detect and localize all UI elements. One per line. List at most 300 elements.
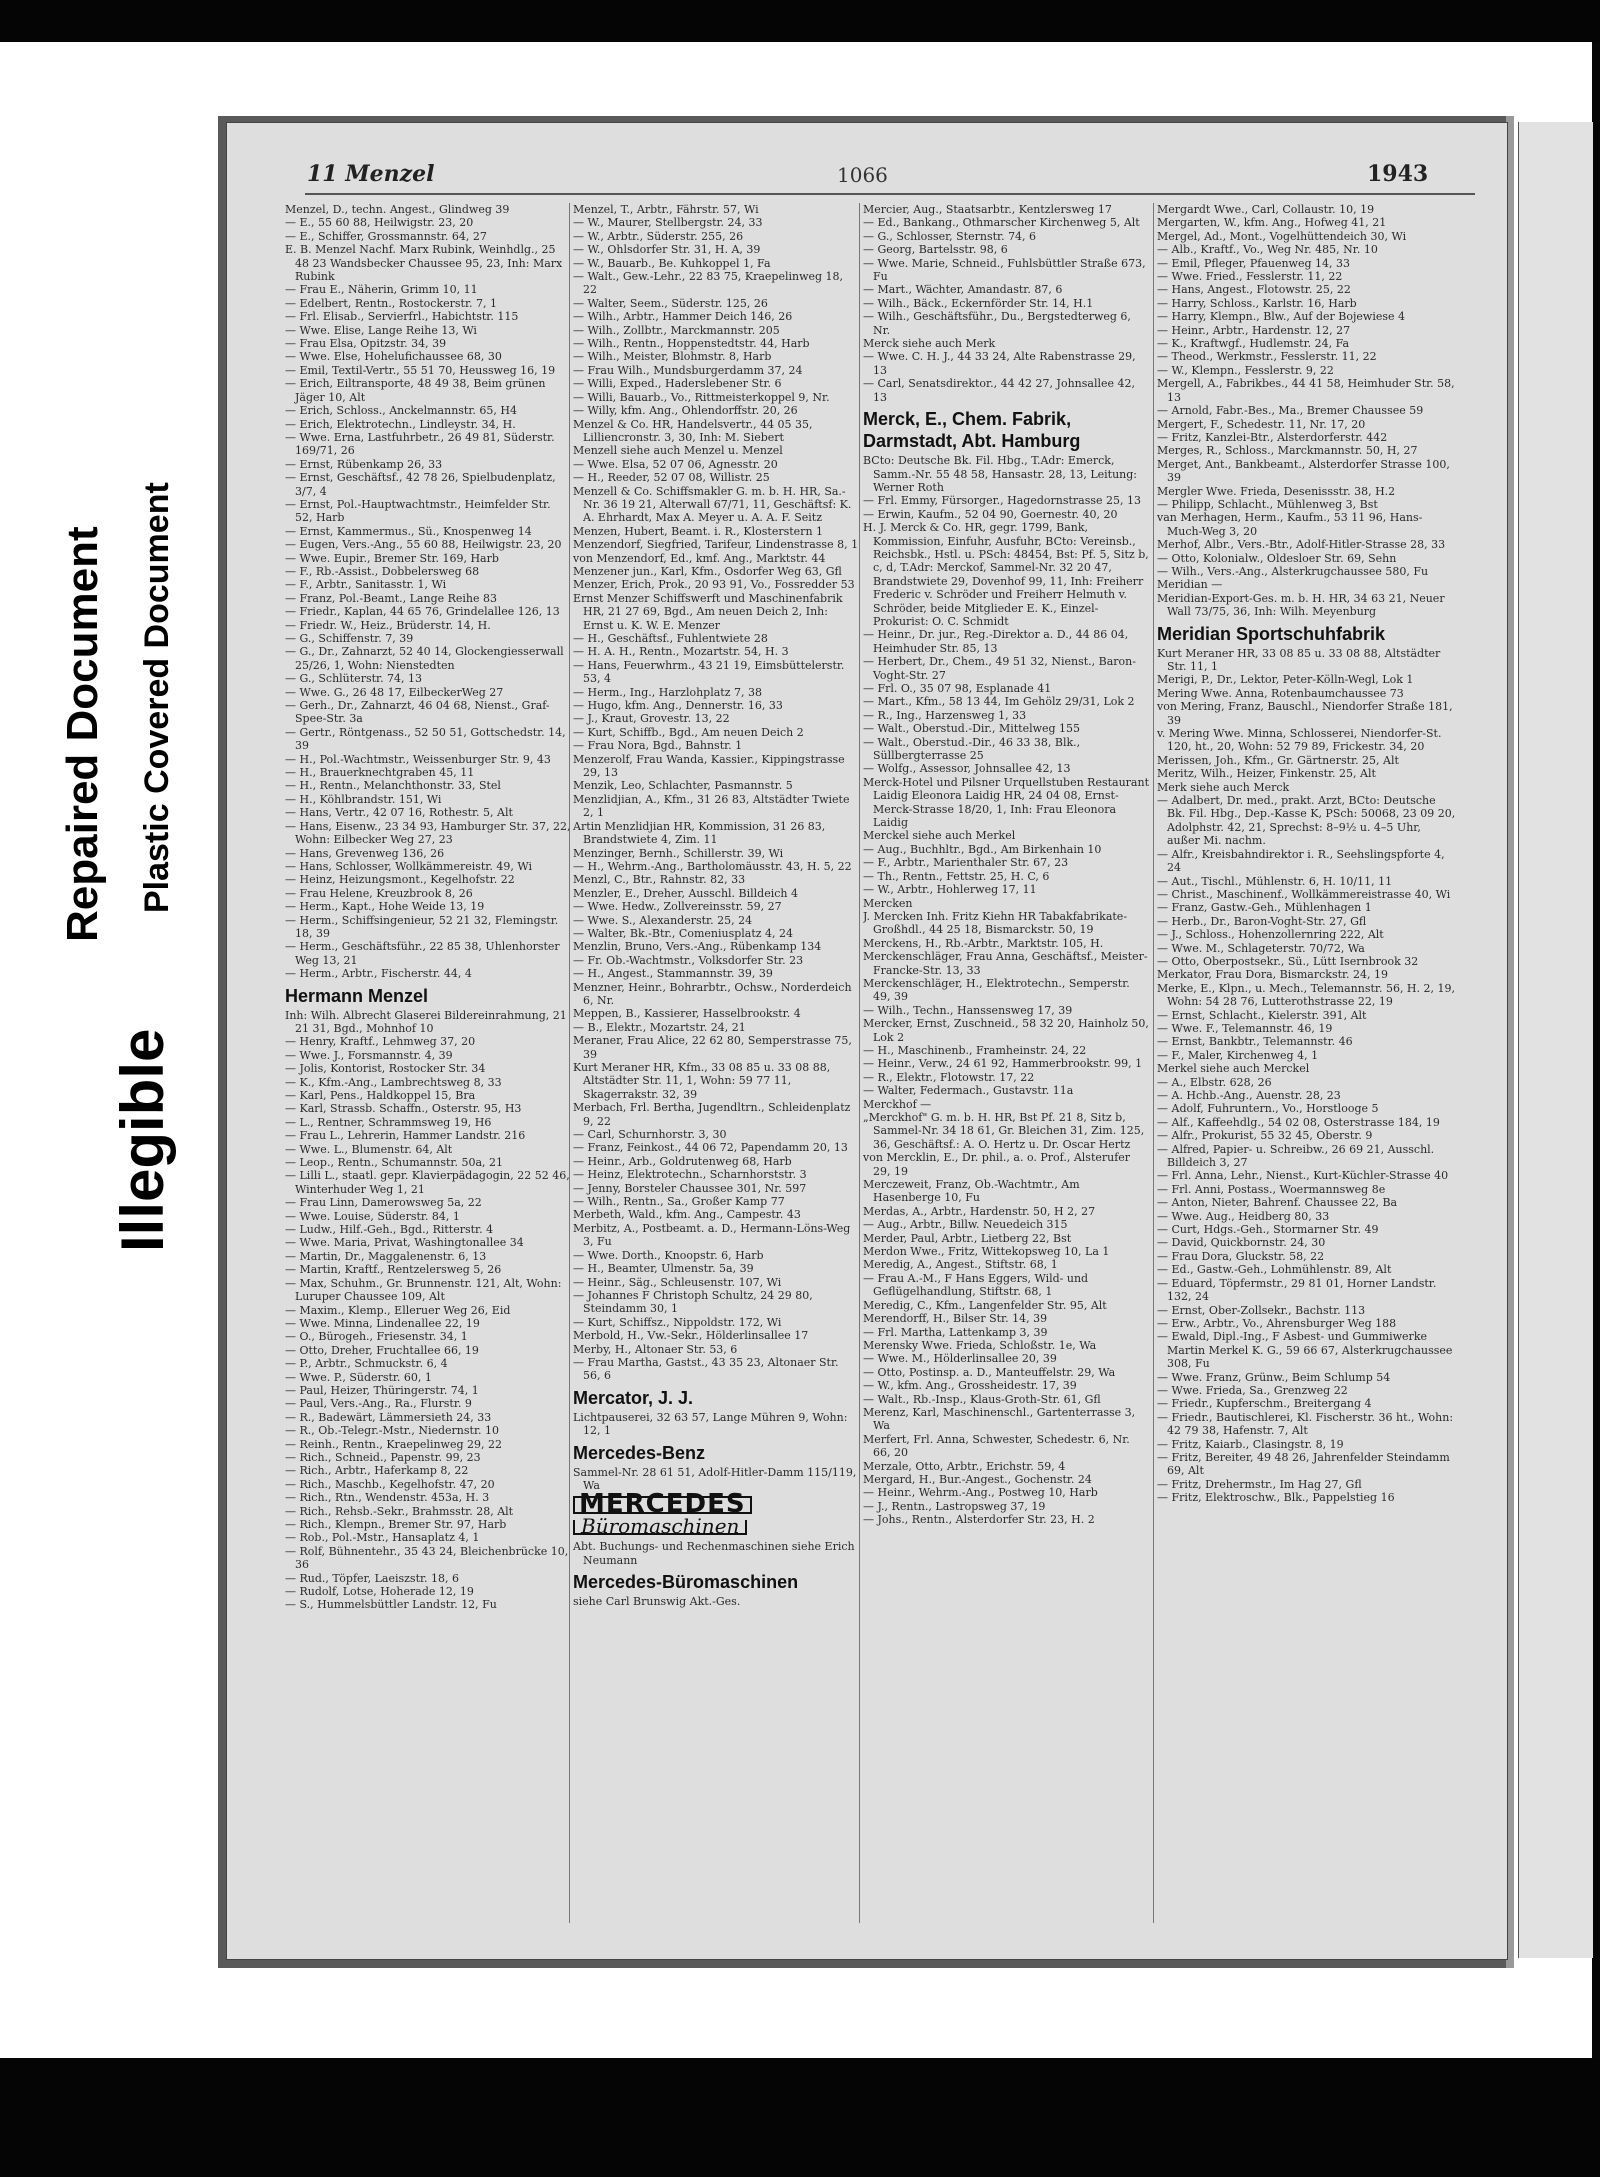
directory-entry: — Fritz, Kaiarb., Clasingstr. 8, 19 (1157, 1437, 1344, 1451)
directory-entry: — Herm., Kapt., Hohe Weide 13, 19 (285, 900, 485, 914)
directory-entry: — Lilli L., staatl. gepr. Klavierpädagogin, 22 52 46, Winterhuder Weg 1, 21 (285, 1169, 570, 1196)
directory-entry: Merckenschläger, H., Elektrotechn., Semperstr. 49, 39 (863, 976, 1130, 1004)
directory-entry: Merdas, A., Arbtr., Hardenstr. 50, H 2, 27 (863, 1204, 1096, 1218)
directory-entry: — Karl, Pens., Haldkoppel 15, Bra (285, 1089, 476, 1102)
directory-entry: — Eugen, Vers.-Ang., 55 60 88, Heilwigstr. 23, 20 (285, 538, 562, 552)
directory-entry: — Georg, Bartelsstr. 98, 6 (863, 243, 1008, 257)
directory-entry: Meppen, B., Kassierer, Hasselbrookstr. 4 (573, 1007, 801, 1021)
directory-entry: — Otto, Dreher, Fruchtallee 66, 19 (285, 1343, 479, 1357)
directory-entry: — Mart., Kfm., 58 13 44, Im Gehölz 29/31, Lok 2 (863, 695, 1135, 709)
directory-entry: — Wwe. C. H. J., 44 33 24, Alte Rabenstrasse 29, 13 (863, 350, 1136, 377)
directory-entry: — Herb., Dr., Baron-Voght-Str. 27, Gfl (1157, 914, 1367, 928)
directory-entry: — Fritz, Kanzlei-Btr., Alsterdorferstr. 442 (1157, 430, 1388, 444)
directory-entry: J. Mercken Inh. Fritz Kiehn HR Tabakfabrikate-Großhdl., 44 25 18, Bismarckstr. 50, 19 (863, 909, 1128, 937)
column-divider (1153, 203, 1154, 1923)
directory-entry: — Hans, Eisenw., 23 34 93, Hamburger Str. 37, 22, Wohn: Eilbecker Weg 27, 23 (285, 819, 571, 847)
directory-entry: — Wolfg., Assessor, Johnsallee 42, 13 (863, 762, 1071, 776)
directory-entry: — Emil, Textil-Vertr., 55 51 70, Heussweg 16, 19 (285, 363, 556, 377)
directory-entry: — Wilh., Geschäftsführ., Du., Bergstedterweg 6, Nr. (863, 310, 1131, 337)
directory-entry: Merckel siehe auch Merkel (863, 829, 1016, 843)
directory-entry: — Edelbert, Rentn., Rostockerstr. 7, 1 (285, 296, 497, 310)
directory-entry: — Wilh., Meister, Blohmstr. 8, Harb (573, 350, 772, 364)
directory-entry: — Ernst, Bankbtr., Telemannstr. 46 (1157, 1035, 1353, 1049)
directory-entry: — A., Elbstr. 628, 26 (1157, 1075, 1272, 1089)
directory-entry: — H. A. H., Rentn., Mozartstr. 54, H. 3 (573, 645, 789, 659)
directory-entry: — K., Kfm.-Ang., Lambrechtsweg 8, 33 (285, 1075, 502, 1089)
directory-entry: Merke, E., Klpn., u. Mech., Telemannstr. 56, H. 2, 19, Wohn: 54 28 76, Lutterothstrasse 22, 19 (1157, 981, 1456, 1009)
directory-entry: — E., Schiffer, Grossmannstr. 64, 27 (285, 229, 487, 243)
directory-entry: — Karl, Strassb. Schaffn., Osterstr. 95, H3 (285, 1102, 522, 1116)
directory-entry: — Hans, Vertr., 42 07 16, Rothestr. 5, Alt (285, 806, 513, 820)
directory-entry: — Fritz, Drehermstr., Im Hag 27, Gfl (1157, 1477, 1362, 1491)
directory-entry: v. Mering Wwe. Minna, Schlosserei, Niendorfer-St. 120, ht., 20, Wohn: 52 79 89, Frickestr. 34, 20 (1157, 727, 1442, 754)
directory-entry: — Ernst, Pol.-Hauptwachtmstr., Heimfelder Str. 52, Harb (285, 497, 551, 525)
directory-entry: — Leop., Rentn., Schumannstr. 50a, 21 (285, 1156, 504, 1170)
directory-entry: — H., Beamter, Ulmenstr. 5a, 39 (573, 1262, 754, 1276)
directory-entry: — Martin, Kraftf., Rentzelersweg 5, 26 (285, 1263, 502, 1277)
directory-entry: Menzner, Heinr., Bohrarbtr., Ochsw., Norderdeich 6, Nr. (573, 980, 852, 1007)
directory-entry: Menzell siehe auch Menzel u. Menzel (573, 444, 783, 458)
directory-entry: — Mart., Wächter, Amandastr. 87, 6 (863, 283, 1063, 297)
directory-entry: Menzel & Co. HR, Handelsvertr., 44 05 35, Lilliencronstr. 3, 30, Inh: M. Siebert (573, 417, 813, 444)
directory-entry: Menzel, T., Arbtr., Fährstr. 57, Wi (573, 203, 759, 216)
directory-entry: — Carl, Senatsdirektor., 44 42 27, Johnsallee 42, 13 (863, 377, 1135, 404)
directory-entry: Merigi, P., Dr., Lektor, Peter-Kölln-Wegl, Lok 1 (1157, 673, 1414, 687)
directory-entry: Merenz, Karl, Maschinenschl., Gartenterrasse 3, Wa (863, 1405, 1136, 1433)
directory-entry: — Henry, Kraftf., Lehmweg 37, 20 (285, 1035, 476, 1049)
directory-entry: — Ernst, Ober-Zollsekr., Bachstr. 113 (1157, 1303, 1366, 1317)
directory-entry: Merdon Wwe., Fritz, Wittekopsweg 10, La 1 (863, 1245, 1110, 1259)
directory-entry: — Rich., Rtn., Wendenstr. 453a, H. 3 (285, 1491, 490, 1505)
directory-entry: — Walt., Rb.-Insp., Klaus-Groth-Str. 61, Gfl (863, 1392, 1101, 1406)
year-label: 1943 (1367, 161, 1429, 187)
directory-entry: — Herm., Schiffsingenieur, 52 21 32, Flemingstr. 18, 39 (285, 913, 559, 940)
directory-entry: Menzer, Erich, Prok., 20 93 91, Vo., Fossredder 53 (573, 578, 855, 592)
directory-entry: — Friedr., Bautischlerei, Kl. Fischerstr. 36 ht., Wohn: 42 79 38, Hafenstr. 7, Alt (1157, 1410, 1454, 1438)
directory-entry: — Aug., Buchhltr., Bgd., Am Birkenhain 10 (863, 842, 1102, 856)
directory-entry: — H., Rentn., Melanchthonstr. 33, Stel (285, 779, 501, 793)
directory-entry: — Hans, Grevenweg 136, 26 (285, 846, 445, 860)
directory-entry: — Wilh., Arbtr., Hammer Deich 146, 26 (573, 310, 793, 324)
directory-entry: — Franz, Gastw.-Geh., Mühlenhagen 1 (1157, 901, 1372, 915)
directory-entry: — Frau Elsa, Opitzstr. 34, 39 (285, 337, 447, 351)
directory-entry: — Eduard, Töpfermstr., 29 81 01, Horner Landstr. 132, 24 (1157, 1276, 1437, 1304)
directory-entry: — Erwin, Kaufm., 52 04 90, Goernestr. 40, 20 (863, 507, 1118, 521)
plastic-covered-label: Plastic Covered Document (138, 482, 176, 913)
directory-entry: Menzendorf, Siegfried, Tarifeur, Lindenstrasse 8, 1 (573, 538, 859, 552)
directory-entry: — Franz, Feinkost., 44 06 72, Papendamm 20, 13 (573, 1141, 848, 1155)
directory-entry: Menzinger, Bernh., Schillerstr. 39, Wi (573, 846, 784, 860)
directory-entry: Merckhof — (863, 1097, 932, 1111)
directory-entry: — G., Schiffenstr. 7, 39 (285, 632, 414, 645)
directory-entry: — Harry, Schloss., Karlstr. 16, Harb (1157, 296, 1357, 310)
directory-entry: — Herbert, Dr., Chem., 49 51 32, Nienst., Baron-Voght-Str. 27 (863, 655, 1136, 682)
directory-entry: Sammel-Nr. 28 61 51, Adolf-Hitler-Damm 115/119, Wa (573, 1465, 857, 1492)
directory-entry: von Menzendorf, Ed., kmf. Ang., Marktstr. 44 (573, 551, 826, 565)
directory-entry: — Johannes F Christoph Schultz, 24 29 80, Steindamm 30, 1 (573, 1288, 813, 1316)
page-number: 1066 (837, 163, 888, 187)
directory-entry: — L., Rentner, Schrammsweg 19, H6 (285, 1115, 492, 1129)
directory-entry: Merensky Wwe. Frieda, Schloßstr. 1e, Wa (863, 1338, 1097, 1352)
directory-entry: — Herm., Ing., Harzlohplatz 7, 38 (573, 685, 762, 699)
directory-entry: Lichtpauserei, 32 63 57, Lange Mühren 9, Wohn: 12, 1 (573, 1410, 848, 1438)
directory-entry: — Erw., Arbtr., Vo., Ahrensburger Weg 188 (1157, 1316, 1397, 1330)
directory-entry: — E., 55 60 88, Heilwigstr. 23, 20 (285, 216, 474, 230)
directory-entry: — W., Arbtr., Süderstr. 255, 26 (573, 229, 744, 243)
directory-entry: — Wwe. Elsa, 52 07 06, Agnesstr. 20 (573, 457, 778, 471)
directory-entry: — Otto, Kolonialw., Oldesloer Str. 69, Sehn (1157, 551, 1397, 565)
directory-entry: — Curt, Hdgs.-Geh., Stormarner Str. 49 (1157, 1223, 1379, 1237)
mercedes-logo: MERCEDES (573, 1496, 752, 1513)
directory-entry: Menzener jun., Karl, Kfm., Osdorfer Weg 63, Gfl (573, 564, 842, 578)
directory-entry: — H., Brauerknechtgraben 45, 11 (285, 766, 475, 780)
directory-entry: Merbitz, A., Postbeamt. a. D., Hermann-Löns-Weg 3, Fu (573, 1221, 851, 1249)
directory-entry: — Theod., Werkmstr., Fesslerstr. 11, 22 (1157, 350, 1377, 364)
directory-entry: — Rud., Töpfer, Laeiszstr. 18, 6 (285, 1571, 460, 1585)
directory-entry: Mergell, A., Fabrikbes., 44 41 58, Heimhuder Str. 58, 13 (1157, 377, 1455, 404)
directory-entry: — Hugo, kfm. Ang., Dennerstr. 16, 33 (573, 699, 783, 713)
directory-entry: — H., Geschäftsf., Fuhlentwiete 28 (573, 632, 768, 645)
directory-entry: — Otto, Postinsp. a. D., Manteuffelstr. 29, Wa (863, 1365, 1116, 1379)
directory-entry: — R., Badewärt, Lämmersieth 24, 33 (285, 1410, 492, 1424)
directory-entry: Inh: Wilh. Albrecht Glaserei Bildereinrahmung, 21 21 31, Bgd., Mohnhof 10 (285, 1008, 567, 1035)
directory-entry: Mercier, Aug., Staatsarbtr., Kentzlersweg 17 (863, 203, 1112, 216)
directory-entry: — Kurt, Schiffsz., Nippoldstr. 172, Wi (573, 1315, 782, 1329)
directory-entry: — Wwe. F., Telemannstr. 46, 19 (1157, 1021, 1333, 1035)
directory-entry: — Alfr., Prokurist, 55 32 45, Oberstr. 9 (1157, 1129, 1373, 1143)
directory-entry: Mergel, Ad., Mont., Vogelhüttendeich 30, Wi (1157, 229, 1407, 243)
directory-entry: — Arnold, Fabr.-Bes., Ma., Bremer Chaussee 59 (1157, 404, 1424, 418)
directory-entry: „Merckhof" G. m. b. H. HR, Bst Pf. 21 8, Sitz b, Sammel-Nr. 34 18 61, Gr. Bleichen 31, Zim. 125, 36, Geschäftsf.: A. O. Hertz u. Dr. Oscar Hertz (863, 1111, 1145, 1151)
directory-entry: — Ernst, Geschäftsf., 42 78 26, Spielbudenplatz, 3/7, 4 (285, 471, 556, 498)
directory-entry: Meredig, A., Angest., Stiftstr. 68, 1 (863, 1258, 1058, 1272)
directory-entry: Menzerolf, Frau Wanda, Kassier., Kippingstrasse 29, 13 (573, 752, 845, 780)
directory-entry: — Heinr., Dr. jur., Reg.-Direktor a. D., 44 86 04, Heimhuder Str. 85, 13 (863, 628, 1129, 655)
directory-entry: — Frl. O., 35 07 98, Esplanade 41 (863, 682, 1052, 695)
directory-entry: — Heinr., Verw., 24 61 92, Hammerbrookstr. 99, 1 (863, 1057, 1143, 1071)
directory-entry: — Alf., Kaffeehdlg., 54 02 08, Osterstrasse 184, 19 (1157, 1115, 1440, 1129)
directory-entry: — Heinr., Wehrm.-Ang., Postweg 10, Harb (863, 1486, 1098, 1500)
directory-entry: — Carl, Schurnhorstr. 3, 30 (573, 1128, 727, 1142)
directory-entry: — Rob., Pol.-Mstr., Hansaplatz 4, 1 (285, 1531, 480, 1545)
directory-entry: — Friedr., Kupferschm., Breitergang 4 (1157, 1397, 1372, 1411)
directory-entry: Merbeth, Wald., kfm. Ang., Campestr. 43 (573, 1208, 801, 1222)
directory-entry: — H., Reeder, 52 07 08, Willistr. 25 (573, 471, 770, 485)
directory-entry: Merkel siehe auch Merckel (1157, 1062, 1310, 1076)
directory-entry: von Mercklin, E., Dr. phil., a. o. Prof., Alsterufer 29, 19 (863, 1151, 1131, 1178)
directory-entry: — Walter, Bk.-Btr., Comeniusplatz 4, 24 (573, 926, 794, 940)
directory-entry: — Wwe. M., Schlageterstr. 70/72, Wa (1157, 941, 1365, 955)
directory-entry: — Frau Wilh., Mundsburgerdamm 37, 24 (573, 363, 803, 377)
directory-entry: — Aut., Tischl., Mühlenstr. 6, H. 10/11, 11 (1157, 874, 1393, 888)
directory-entry: — Otto, Oberpostsekr., Sü., Lütt Isernbrook 32 (1157, 954, 1419, 968)
directory-entry: Mercker, Ernst, Zuschneid., 58 32 20, Hainholz 50, Lok 2 (863, 1017, 1149, 1044)
directory-entry: — J., Rentn., Lastropsweg 37, 19 (863, 1499, 1046, 1513)
directory-entry: — G., Schlüterstr. 74, 13 (285, 672, 423, 686)
directory-entry: — F., Rb.-Assist., Dobbelersweg 68 (285, 564, 480, 578)
directory-entry: — Emil, Pfleger, Pfauenweg 14, 33 (1157, 256, 1350, 270)
directory-entry: Merck-Hotel und Pilsner Urquellstuben Restaurant Laidig Eleonora Laidig HR, 24 04 08, Ernst-Merck-Strasse 18/20, 1, Inh: Frau Eleonora Laidig (863, 775, 1149, 830)
directory-entry: — Wwe. Elise, Lange Reihe 13, Wi (285, 323, 477, 337)
directory-entry: — Erich, Eiltransporte, 48 49 38, Beim grünen Jäger 10, Alt (285, 377, 546, 404)
directory-entry: — Hans, Feuerwhrm., 43 21 19, Eimsbüttelerstr. 53, 4 (573, 658, 845, 686)
directory-entry: Menzler, E., Dreher, Ausschl. Billdeich 4 (573, 886, 798, 900)
scan-border-bottom (0, 2058, 1600, 2177)
directory-entry: — Herm., Geschäftsführ., 22 85 38, Uhlenhorster Weg 13, 21 (285, 940, 560, 967)
directory-entry: — Gerh., Dr., Zahnarzt, 46 04 68, Nienst., Graf-Spee-Str. 3a (285, 699, 550, 726)
directory-entry: — Fritz, Bereiter, 49 48 26, Jahrenfelder Steindamm 69, Alt (1157, 1450, 1450, 1478)
directory-entry: — Heinz, Heizungsmont., Kegelhofstr. 22 (285, 873, 515, 887)
directory-entry: — Friedr., Kaplan, 44 65 76, Grindelallee 126, 13 (285, 605, 560, 619)
directory-entry: — Ernst, Rübenkamp 26, 33 (285, 457, 443, 471)
directory-entry: Merges, R., Schloss., Marckmannstr. 50, H, 27 (1157, 444, 1418, 458)
directory-entry: — Rudolf, Lotse, Hoherade 12, 19 (285, 1585, 474, 1599)
directory-entry: — Wwe. Else, Hohelufichaussee 68, 30 (285, 350, 502, 364)
directory-entry: — Ernst, Schlacht., Kielerstr. 391, Alt (1157, 1008, 1367, 1022)
directory-entry: — Wilh., Vers.-Ang., Alsterkrugchaussee 580, Fu (1157, 564, 1429, 578)
directory-entry: — Adalbert, Dr. med., prakt. Arzt, BCto: Deutsche Bk. Fil. Hbg., Dep.-Kasse K, PSch: 50068, 23 09 20, Adolphstr. 42, 21, Sprechst: 8–9½ u. 4–5 Uhr, außer Mi. nachm. (1157, 794, 1456, 848)
directory-entry: — Wwe. Hedw., Zollvereinsstr. 59, 27 (573, 900, 782, 914)
directory-entry: — Wilh., Bäck., Eckernförder Str. 14, H.1 (863, 296, 1094, 310)
directory-entry: — Willy, kfm. Ang., Ohlendorffstr. 20, 26 (573, 404, 798, 418)
directory-column-4 (1157, 203, 1457, 1923)
directory-entry: — David, Quickbornstr. 24, 30 (1157, 1236, 1326, 1250)
directory-entry: — Frl. Anni, Postass., Woermannsweg 8e (1157, 1182, 1386, 1196)
directory-entry: Meridian-Export-Ges. m. b. H. HR, 34 63 21, Neuer Wall 73/75, 36, Inh: Wilh. Meyenburg (1157, 591, 1445, 619)
directory-entry: — Walt., Oberstud.-Dir., Mittelweg 155 (863, 722, 1081, 736)
directory-entry: Kurt Meraner HR, Kfm., 33 08 85 u. 33 08 88, Altstädter Str. 11, 1, Wohn: 59 77 11, Skagerrakstr. 32, 39 (573, 1061, 831, 1101)
directory-entry: Mercken (863, 896, 913, 910)
directory-entry: — Wwe. Marie, Schneid., Fuhlsbüttler Straße 673, Fu (863, 256, 1146, 284)
directory-heading: Hermann Menzel (285, 985, 429, 1006)
column-divider (859, 203, 860, 1923)
directory-entry: — Heinr., Arb., Goldrutenweg 68, Harb (573, 1154, 792, 1168)
directory-entry: — Frl. Emmy, Fürsorger., Hagedornstrasse 25, 13 (863, 494, 1142, 508)
directory-entry: — Heinr., Arbtr., Hardenstr. 12, 27 (1157, 323, 1351, 337)
directory-entry: H. J. Merck & Co. HR, gegr. 1799, Bank, Kommission, Einfuhr, Ausfuhr, BCto: Vereinsb., Reichsbk., Hstl. u. PSch: 48454, Bst: Pf. 5, Sitz b, c, d, T.Adr: Merckof, Sammel-Nr. 32 20 47, Brandstwiete 29, Dovenhof 99, 11, Inh: Freiherr Frederic v. Schröder und Freiherr Helmuth v. Schröder, beide Mitglieder E. K., Einzel-Prokurist: O. C. Schmidt (863, 521, 1149, 628)
page-header (227, 161, 1507, 195)
directory-entry: — Martin, Dr., Maggalenenstr. 6, 13 (285, 1249, 487, 1263)
directory-entry: Merder, Paul, Arbtr., Lietberg 22, Bst (863, 1231, 1072, 1245)
directory-entry: — Frau L., Lehrerin, Hammer Landstr. 216 (285, 1129, 526, 1143)
directory-entry: Menzel, D., techn. Angest., Glindweg 39 (285, 203, 510, 216)
directory-entry: — Erich, Elektrotechn., Lindleystr. 34, H. (285, 417, 516, 431)
directory-entry: — Ludw., Hilf.-Geh., Bgd., Ritterstr. 4 (285, 1223, 494, 1237)
directory-entry: Meredig, C., Kfm., Langenfelder Str. 95, Alt (863, 1298, 1107, 1312)
directory-entry: — Wwe. Eupir., Bremer Str. 169, Harb (285, 551, 499, 565)
directory-entry: — Ernst, Kammermus., Sü., Knospenweg 14 (285, 524, 532, 538)
directory-entry: — G., Dr., Zahnarzt, 52 40 14, Glockengiesserwall 25/26, 1, Wohn: Nienstedten (285, 645, 564, 672)
directory-entry: — Christ., Maschinenf., Wollkämmereistrasse 40, Wi (1157, 887, 1451, 901)
directory-entry: — Wwe. Louise, Süderstr. 84, 1 (285, 1209, 460, 1223)
directory-entry: Meridian — (1157, 578, 1223, 592)
directory-entry: Mergardt Wwe., Carl, Collaustr. 10, 19 (1157, 203, 1375, 216)
directory-entry: Ernst Menzer Schiffswerft und Maschinenfabrik HR, 21 27 69, Bgd., Am neuen Deich 2, Inh: Ernst u. K. W. E. Menzer (573, 591, 843, 632)
directory-entry: Menzlidjian, A., Kfm., 31 26 83, Altstädter Twiete 2, 1 (573, 792, 850, 820)
mercedes-logo-subtitle: Büromaschinen (573, 1520, 747, 1535)
directory-entry: Artin Menzlidjian HR, Kommission, 31 26 83, Brandstwiete 4, Zim. 11 (573, 819, 826, 847)
directory-entry: — H., Angest., Stammannstr. 39, 39 (573, 967, 773, 981)
directory-entry: — Rich., Schneid., Papenstr. 99, 23 (285, 1450, 481, 1464)
directory-entry: Merby, H., Altonaer Str. 53, 6 (573, 1342, 738, 1356)
directory-entry: — Frau Nora, Bgd., Bahnstr. 1 (573, 739, 743, 753)
directory-entry: — R., Elektr., Flotowstr. 17, 22 (863, 1070, 1035, 1084)
directory-entry: Merbach, Frl. Bertha, Jugendltrn., Schleidenplatz 9, 22 (573, 1101, 851, 1128)
directory-heading: Meridian Sportschuhfabrik (1157, 623, 1386, 644)
directory-entry: — Wilh., Rentn., Sa., Großer Kamp 77 (573, 1195, 785, 1209)
directory-heading: Merck, E., Chem. Fabrik, Darmstadt, Abt. Hamburg (863, 409, 1081, 452)
directory-entry: — F., Maler, Kirchenweg 4, 1 (1157, 1048, 1319, 1062)
directory-entry: — Wwe. G., 26 48 17, EilbeckerWeg 27 (285, 685, 504, 699)
directory-entry: — Rich., Rehsb.-Sekr., Brahmsstr. 28, Alt (285, 1504, 514, 1518)
directory-entry: — Rich., Maschb., Kegelhofstr. 47, 20 (285, 1477, 495, 1491)
directory-entry: — Wwe. Minna, Lindenallee 22, 19 (285, 1316, 480, 1330)
directory-entry: siehe Carl Brunswig Akt.-Ges. (573, 1595, 741, 1608)
directory-page (226, 122, 1508, 1960)
directory-entry: — Reinh., Rentn., Kraepelinweg 29, 22 (285, 1437, 503, 1451)
directory-entry: — Walt., Oberstud.-Dir., 46 33 38, Blk., Süllbergterrasse 25 (863, 735, 1081, 763)
directory-entry: — Adolf, Fuhruntern., Vo., Horstlooge 5 (1157, 1102, 1379, 1116)
directory-entry: — K., Kraftwgf., Hudlemstr. 24, Fa (1157, 337, 1350, 351)
directory-entry: Menzlin, Bruno, Vers.-Ang., Rübenkamp 134 (573, 940, 822, 954)
directory-entry: — Wwe. Maria, Privat, Washingtonallee 34 (285, 1236, 524, 1250)
directory-entry: — Wwe. Fried., Fesslerstr. 11, 22 (1157, 270, 1343, 284)
directory-entry: — Jenny, Borsteler Chaussee 301, Nr. 597 (573, 1181, 807, 1195)
directory-entry: — Heinz, Elektrotechn., Scharnhorststr. 3 (573, 1168, 807, 1182)
directory-entry: — Paul, Vers.-Ang., Ra., Flurstr. 9 (285, 1397, 472, 1411)
directory-entry: — W., Ohlsdorfer Str. 31, H. A, 39 (573, 243, 761, 257)
directory-entry: — J., Schloss., Hohenzollernring 222, Alt (1157, 928, 1384, 942)
directory-entry: — Wilh., Techn., Hanssensweg 17, 39 (863, 1003, 1073, 1017)
directory-entry: Merck siehe auch Merk (863, 337, 996, 351)
directory-entry: — Frau E., Näherin, Grimm 10, 11 (285, 283, 478, 297)
directory-entry: — Hans, Angest., Flotowstr. 25, 22 (1157, 283, 1351, 297)
directory-entry: Mergert, F., Schedestr. 11, Nr. 17, 20 (1157, 417, 1366, 431)
directory-entry: — W., kfm. Ang., Grossheidestr. 17, 39 (863, 1379, 1077, 1393)
directory-entry: — Friedr. W., Heiz., Brüderstr. 14, H. (285, 618, 491, 632)
directory-entry: — R., Ob.-Telegr.-Mstr., Niedernstr. 10 (285, 1424, 499, 1438)
directory-entry: Merhof, Albr., Vers.-Btr., Adolf-Hitler-Strasse 28, 33 (1157, 538, 1446, 552)
directory-entry: — Alb., Kraftf., Vo., Weg Nr. 485, Nr. 10 (1157, 243, 1378, 257)
directory-heading: Mercedes-Büromaschinen (573, 1572, 799, 1592)
directory-entry: — Wwe. M., Hölderlinsallee 20, 39 (863, 1352, 1057, 1366)
directory-entry: von Mering, Franz, Bauschl., Niendorfer Straße 181, 39 (1157, 700, 1453, 727)
directory-entry: Menzl, C., Btr., Rahnstr. 82, 33 (573, 873, 746, 887)
directory-entry: Meraner, Frau Alice, 22 62 80, Semperstrasse 75, 39 (573, 1034, 852, 1061)
directory-entry: — Alfr., Kreisbahndirektor i. R., Seehslingspforte 4, 24 (1157, 847, 1445, 875)
illegible-label: Illegible (109, 1028, 176, 1252)
directory-entry: — Hans, Schlosser, Wollkämmereistr. 49, Wi (285, 859, 532, 873)
directory-entry: — Philipp, Schlacht., Mühlenweg 3, Bst (1157, 497, 1378, 511)
directory-entry: BCto: Deutsche Bk. Fil. Hbg., T.Adr: Emerck, Samm.-Nr. 55 48 58, Hansastr. 28, 13, Leitung: Werner Roth (863, 454, 1138, 494)
directory-entry: — Rolf, Bühnentehr., 35 43 24, Bleichenbrücke 10, 36 (285, 1544, 569, 1572)
directory-entry: — Fritz, Elektroschw., Blk., Pappelstieg 16 (1157, 1491, 1395, 1505)
directory-entry: — P., Arbtr., Schmuckstr. 6, 4 (285, 1357, 448, 1371)
directory-entry: Meritz, Wilh., Heizer, Finkenstr. 25, Alt (1157, 767, 1376, 781)
directory-entry: Menzell & Co. Schiffsmakler G. m. b. H. HR, Sa.-Nr. 36 19 21, Alterwall 67/71, 11, Geschäftsf: K. A. Ehrhardt, Max A. Meyer u. A. A. F. Seitz (573, 484, 852, 525)
directory-entry: — Wilh., Rentn., Hoppenstedtstr. 44, Harb (573, 337, 810, 351)
directory-entry: Mergarten, W., kfm. Ang., Hofweg 41, 21 (1157, 216, 1387, 230)
directory-entry: — Alfred, Papier- u. Schreibw., 26 69 21, Ausschl. Billdeich 3, 27 (1157, 1142, 1435, 1170)
directory-entry: Mering Wwe. Anna, Rotenbaumchaussee 73 (1157, 686, 1404, 700)
directory-entry: — Wilh., Zollbtr., Marckmannstr. 205 (573, 323, 780, 337)
directory-entry: van Merhagen, Herm., Kaufm., 53 11 96, Hans-Much-Weg 3, 20 (1157, 511, 1423, 538)
directory-entry: — Frau A.-M., F Hans Eggers, Wild- und Geflügelhandlung, Stiftstr. 68, 1 (863, 1271, 1089, 1299)
directory-entry: — Walter, Federmach., Gustavstr. 11a (863, 1084, 1074, 1098)
directory-entry: Merckenschläger, Frau Anna, Geschäftsf., Meister-Francke-Str. 13, 33 (863, 950, 1148, 977)
directory-entry: — S., Hummelsbüttler Landstr. 12, Fu (285, 1598, 497, 1612)
directory-column-1 (285, 203, 571, 1923)
directory-entry: — Wwe. Aug., Heidberg 80, 33 (1157, 1209, 1330, 1223)
directory-entry: — Walter, Seem., Süderstr. 125, 26 (573, 296, 768, 310)
repaired-document-label: Repaired Document (58, 526, 107, 942)
directory-entry: — Kurt, Schiffb., Bgd., Am neuen Deich 2 (573, 725, 804, 739)
directory-entry: Merbold, H., Vw.-Sekr., Hölderlinsallee 17 (573, 1329, 809, 1343)
directory-entry: — Herm., Arbtr., Fischerstr. 44, 4 (285, 967, 472, 981)
directory-entry: — A. Hchb.-Ang., Auenstr. 28, 23 (1157, 1089, 1341, 1102)
directory-entry: — R., Ing., Harzensweg 1, 33 (863, 708, 1027, 722)
directory-entry: — G., Schlosser, Sternstr. 74, 6 (863, 229, 1037, 243)
directory-entry: — H., Wehrm.-Ang., Bartholomäusstr. 43, H. 5, 22 (573, 859, 852, 873)
directory-entry: — Erich, Schloss., Anckelmannstr. 65, H4 (285, 404, 517, 418)
directory-entry: — Gertr., Röntgenass., 52 50 51, Gottschedstr. 14, 39 (285, 725, 566, 753)
directory-column-3 (863, 203, 1149, 1923)
adjacent-page (1518, 122, 1593, 1958)
directory-entry: — F., Arbtr., Sanitasstr. 1, Wi (285, 578, 447, 592)
directory-entry: — Aug., Arbtr., Billw. Neuedeich 315 (863, 1218, 1068, 1232)
directory-entry: — Jolis, Kontorist, Rostocker Str. 34 (285, 1062, 486, 1076)
directory-entry: — B., Elektr., Mozartstr. 24, 21 (573, 1020, 746, 1034)
directory-entry: — Walt., Gew.-Lehr., 22 83 75, Kraepelinweg 18, 22 (573, 270, 844, 297)
directory-entry: Merendorff, H., Bilser Str. 14, 39 (863, 1312, 1048, 1326)
directory-heading: Mercedes-Benz (573, 1442, 706, 1463)
directory-entry: Menzen, Hubert, Beamt. i. R., Klosterstern 1 (573, 524, 824, 538)
logo-advert (573, 1489, 859, 1520)
logo-advert (573, 1513, 859, 1538)
directory-entry: — Johs., Rentn., Alsterdorfer Str. 23, H. 2 (863, 1513, 1095, 1527)
directory-heading: Mercator, J. J. (573, 1387, 694, 1408)
directory-entry: — Frl. Anna, Lehr., Nienst., Kurt-Küchler-Strasse 40 (1157, 1169, 1449, 1183)
directory-column-2 (573, 203, 859, 1923)
directory-entry: — Wwe. J., Forsmannstr. 4, 39 (285, 1048, 453, 1062)
directory-entry: Merkator, Frau Dora, Bismarckstr. 24, 19 (1157, 968, 1389, 982)
directory-entry: — O., Bürogeh., Friesenstr. 34, 1 (285, 1330, 468, 1344)
directory-entry: — Frau Martha, Gastst., 43 35 23, Altonaer Str. 56, 6 (573, 1355, 839, 1383)
directory-entry: — Wwe. Dorth., Knoopstr. 6, Harb (573, 1248, 764, 1262)
directory-entry: — Rich., Arbtr., Haferkamp 8, 22 (285, 1464, 469, 1478)
running-head: 11 Menzel (307, 161, 435, 187)
scan-border-top (0, 0, 1600, 42)
directory-entry: Merzale, Otto, Arbtr., Erichstr. 59, 4 (863, 1459, 1066, 1473)
directory-entry: Merget, Ant., Bankbeamt., Alsterdorfer Strasse 100, 39 (1157, 457, 1450, 485)
directory-entry: — J., Kraut, Grovestr. 13, 22 (573, 712, 730, 726)
directory-entry: — Frl. Elisab., Servierfrl., Habichtstr. 115 (285, 310, 519, 324)
directory-entry: — Wwe. S., Alexanderstr. 25, 24 (573, 913, 753, 927)
directory-entry: Merissen, Joh., Kfm., Gr. Gärtnerstr. 25, Alt (1157, 753, 1399, 767)
directory-entry: — H., Maschinenb., Framheinstr. 24, 22 (863, 1043, 1087, 1057)
directory-entry: — Paul, Heizer, Thüringerstr. 74, 1 (285, 1383, 479, 1397)
directory-entry: Merk siehe auch Merck (1157, 780, 1290, 794)
directory-entry: Mergard, H., Bur.-Angest., Gochenstr. 24 (863, 1472, 1092, 1486)
directory-entry: — W., Klempn., Fesslerstr. 9, 22 (1157, 363, 1334, 377)
scan-border-right (1592, 42, 1600, 2058)
directory-entry: — W., Maurer, Stellbergstr. 24, 33 (573, 216, 763, 230)
directory-entry: — Frau Dora, Gluckstr. 58, 22 (1157, 1249, 1325, 1263)
directory-entry: — Willi, Bauarb., Vo., Rittmeisterkoppel 9, Nr. (573, 390, 830, 404)
directory-entry: — W., Bauarb., Be. Kuhkoppel 1, Fa (573, 256, 771, 270)
directory-entry: Abt. Buchungs- und Rechenmaschinen siehe Erich Neumann (573, 1540, 855, 1567)
directory-entry: — Frl. Martha, Lattenkamp 3, 39 (863, 1325, 1048, 1339)
